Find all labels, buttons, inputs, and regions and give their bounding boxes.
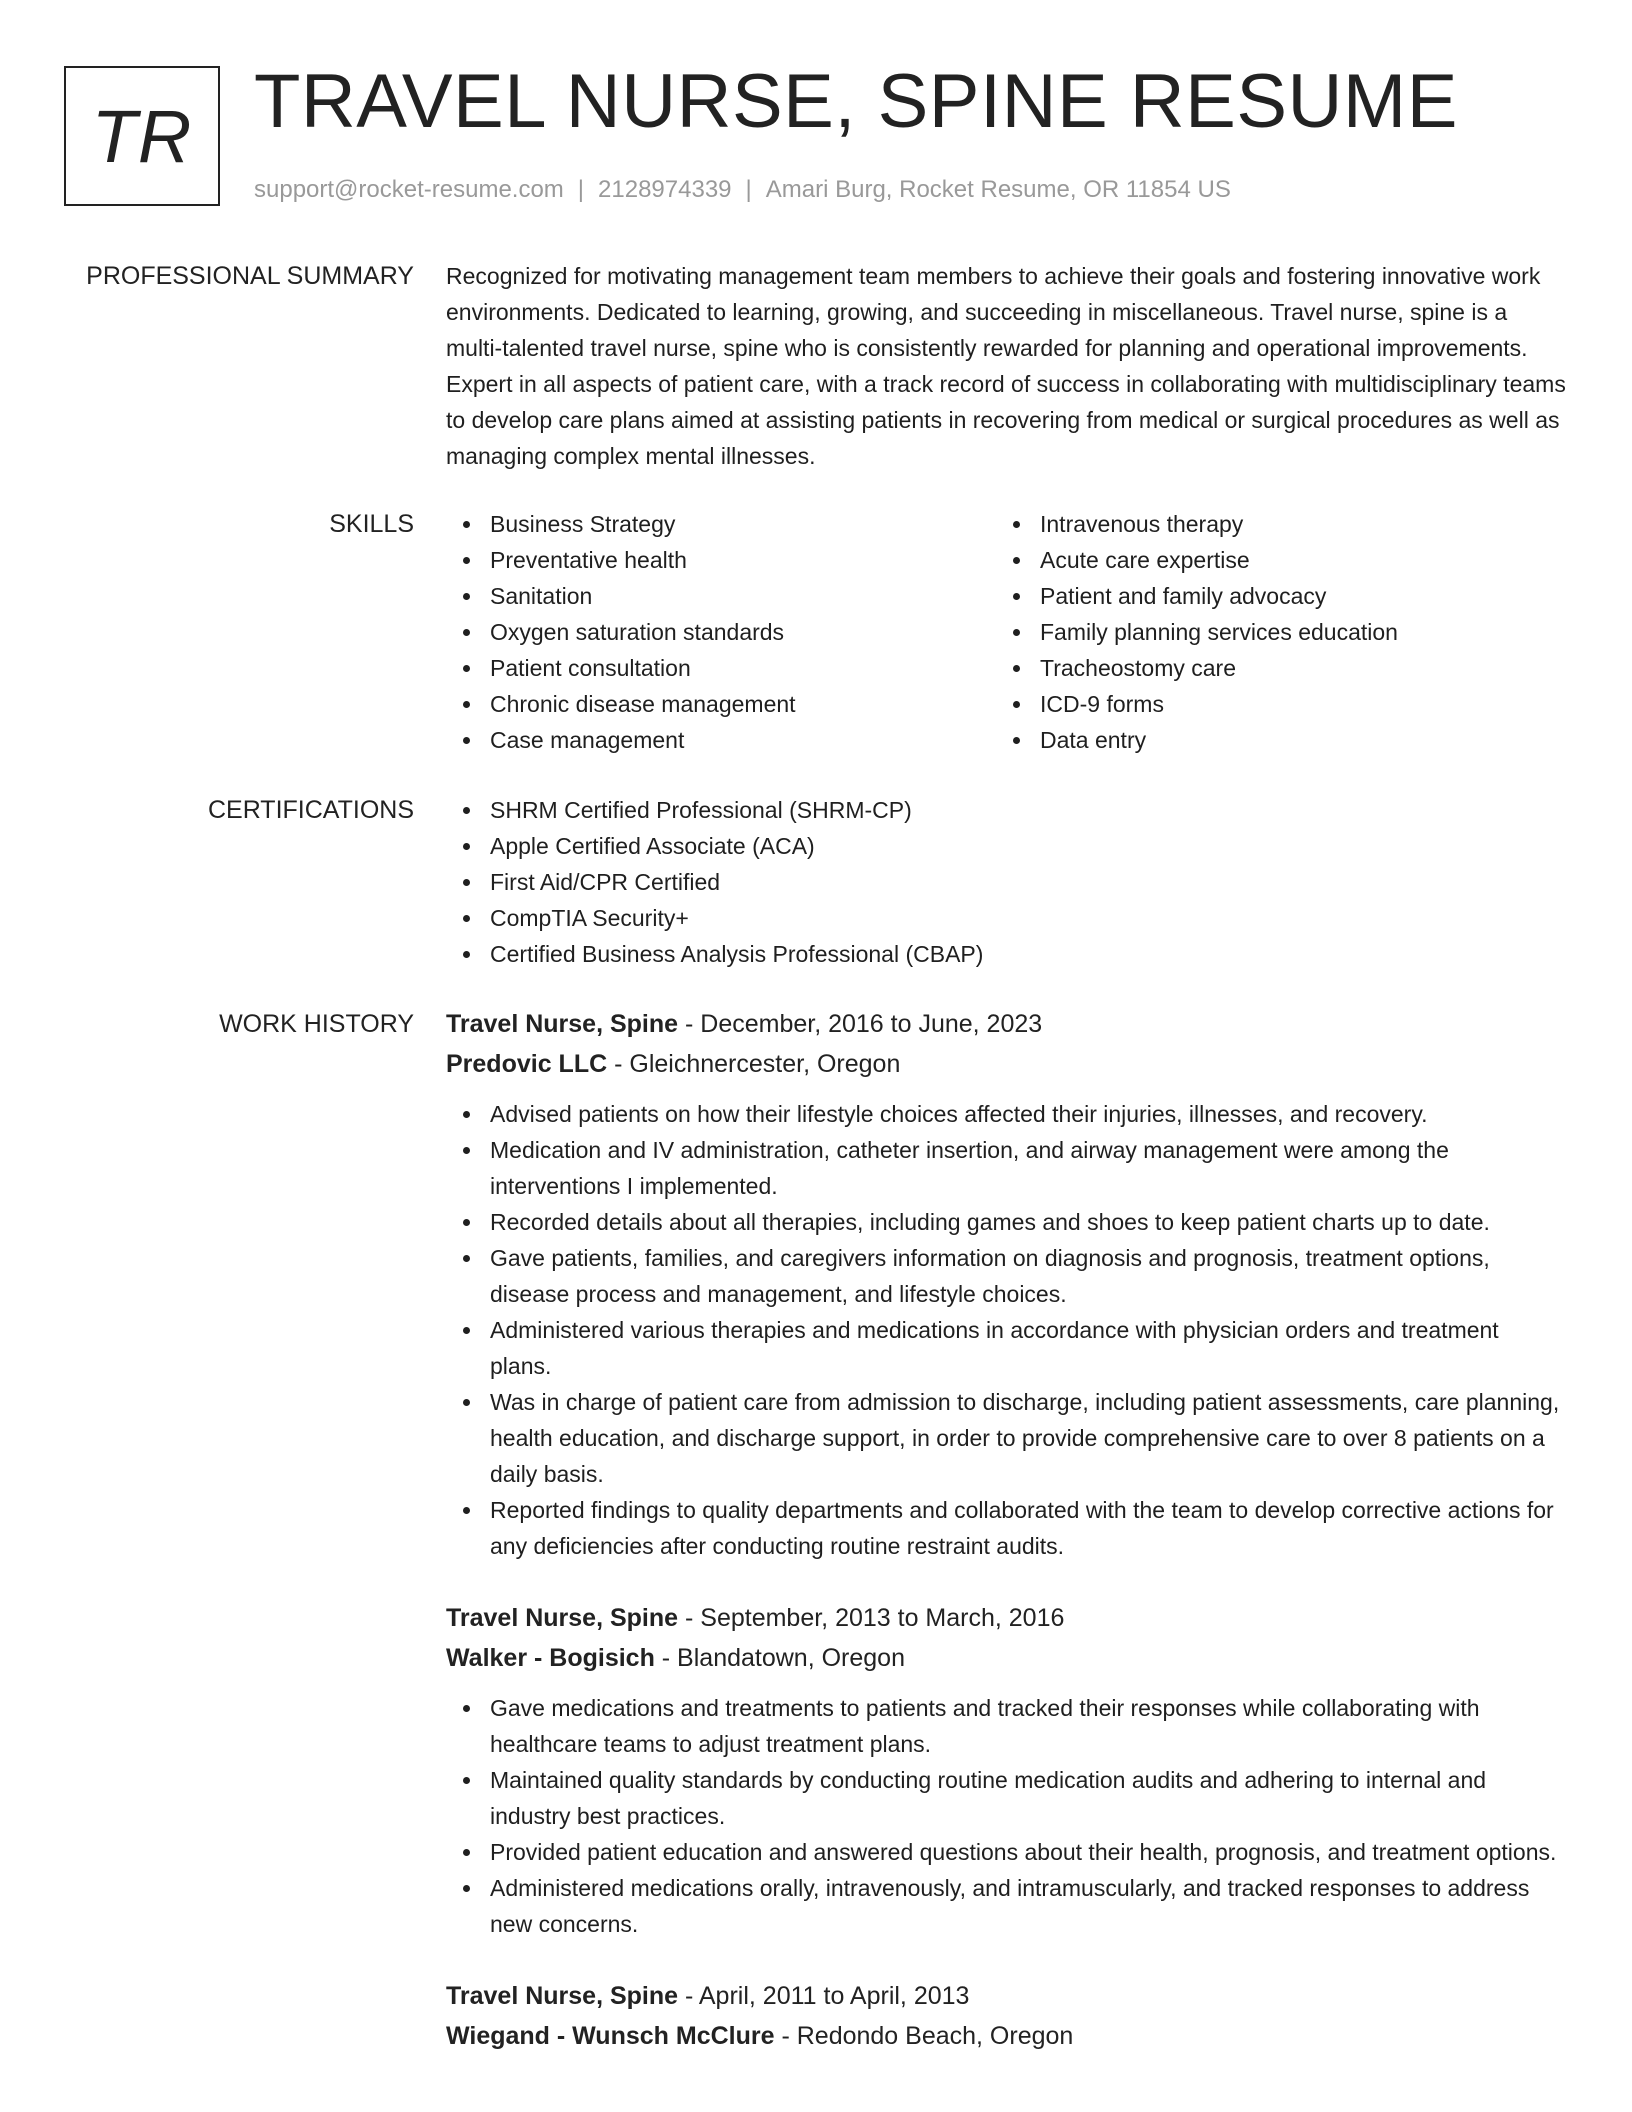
job-company: Wiegand - Wunsch McClure [446, 2022, 775, 2050]
list-item: Chronic disease management [446, 686, 996, 722]
list-item: Tracheostomy care [996, 650, 1546, 686]
list-item: ICD-9 forms [996, 686, 1546, 722]
list-item: Apple Certified Associate (ACA) [446, 828, 1566, 864]
skills-list-left [446, 506, 996, 758]
contact-address: Amari Burg, Rocket Resume, OR 11854 US [765, 176, 1231, 203]
monogram-logo: TR [64, 66, 220, 206]
list-item: Case management [446, 722, 996, 758]
skills-body [446, 506, 1566, 758]
job-company: Predovic LLC [446, 1050, 608, 1078]
job-location: - Blandatown, Oregon [654, 1644, 905, 1672]
list-item: Preventative health [446, 542, 996, 578]
job-bullets [446, 1690, 1566, 1942]
section-label-certifications: CERTIFICATIONS [207, 796, 414, 824]
job-bullets [446, 1096, 1566, 1564]
job-title: Travel Nurse, Spine [446, 1604, 679, 1632]
job-dates: - April, 2011 to April, 2013 [678, 1982, 970, 2010]
list-item: Intravenous therapy [996, 506, 1546, 542]
job-dates: - December, 2016 to June, 2023 [678, 1010, 1043, 1038]
job-location: - Redondo Beach, Oregon [774, 2022, 1074, 2050]
list-item: Reported findings to quality departments and collaborated with the team to develop corrective actions for any deficiencies after conducting routine restraint audits. [446, 1492, 1566, 1564]
contact-separator: | [745, 176, 752, 203]
contact-email: support@rocket-resume.com [254, 176, 564, 203]
summary-text: Recognized for motivating management team members to achieve their goals and fostering innovative work environments. Dedicated to learning, growing, and succeeding in miscellaneous. Travel nurse, spine is a multi-talented travel nurse, spine who is consistently rewarded for planning and operational improvements. Expert in all aspects of patient care, with a track record of success in collaborating with multidisciplinary teams to develop care plans aimed at assisting patients in recovering from medical or surgical procedures as well as managing complex mental illnesses. [446, 263, 1566, 469]
list-item: First Aid/CPR Certified [446, 864, 1566, 900]
list-item: SHRM Certified Professional (SHRM-CP) [446, 792, 1566, 828]
job-company: Walker - Bogisich [446, 1644, 655, 1672]
job-employer [446, 2016, 1566, 2056]
certifications-body [446, 792, 1566, 972]
job-heading [446, 1976, 1566, 2016]
job-entry [446, 1598, 1566, 1942]
job-title: Travel Nurse, Spine [446, 1982, 679, 2010]
list-item: Certified Business Analysis Professional (CBAP) [446, 936, 1566, 972]
list-item: Provided patient education and answered questions about their health, prognosis, and treatment options. [446, 1834, 1566, 1870]
list-item: CompTIA Security+ [446, 900, 1566, 936]
list-item: Patient consultation [446, 650, 996, 686]
job-employer [446, 1044, 1566, 1084]
list-item: Advised patients on how their lifestyle choices affected their injuries, illnesses, and recovery. [446, 1096, 1566, 1132]
job-heading [446, 1598, 1566, 1638]
skills-list-right [996, 506, 1546, 758]
job-title: Travel Nurse, Spine [446, 1010, 679, 1038]
list-item: Medication and IV administration, catheter insertion, and airway management were among the interventions I implemented. [446, 1132, 1566, 1204]
list-item: Was in charge of patient care from admission to discharge, including patient assessments, care planning, health education, and discharge support, in order to provide comprehensive care to over 8 patients on a daily basis. [446, 1384, 1566, 1492]
list-item: Oxygen saturation standards [446, 614, 996, 650]
list-item: Recorded details about all therapies, including games and shoes to keep patient charts up to date. [446, 1204, 1566, 1240]
job-entry [446, 1976, 1566, 2056]
work-history-body [446, 1004, 1566, 2090]
section-label-skills: SKILLS [329, 510, 414, 538]
contact-separator: | [577, 176, 585, 203]
list-item: Family planning services education [996, 614, 1546, 650]
list-item: Maintained quality standards by conducting routine medication audits and adhering to internal and industry best practices. [446, 1762, 1566, 1834]
certifications-list [446, 792, 1566, 972]
contact-phone: 2128974339 [598, 176, 732, 203]
list-item: Sanitation [446, 578, 996, 614]
list-item: Administered various therapies and medications in accordance with physician orders and treatment plans. [446, 1312, 1566, 1384]
resume-title: TRAVEL NURSE, SPINE RESUME [254, 59, 1458, 144]
list-item: Gave patients, families, and caregivers information on diagnosis and prognosis, treatment options, disease process and management, and lifestyle choices. [446, 1240, 1566, 1312]
job-location: - Gleichnercester, Oregon [607, 1050, 901, 1078]
list-item: Acute care expertise [996, 542, 1546, 578]
job-employer [446, 1638, 1566, 1678]
list-item: Patient and family advocacy [996, 578, 1546, 614]
list-item: Business Strategy [446, 506, 996, 542]
job-dates: - September, 2013 to March, 2016 [678, 1604, 1065, 1632]
section-label-work-history: WORK HISTORY [219, 1010, 414, 1038]
list-item: Data entry [996, 722, 1546, 758]
list-item: Administered medications orally, intravenously, and intramuscularly, and tracked responses to address new concerns. [446, 1870, 1566, 1942]
list-item: Gave medications and treatments to patients and tracked their responses while collaborating with healthcare teams to adjust treatment plans. [446, 1690, 1566, 1762]
section-label-summary: PROFESSIONAL SUMMARY [86, 262, 414, 290]
job-heading [446, 1004, 1566, 1044]
contact-line [254, 172, 1231, 208]
summary-body [446, 258, 1566, 474]
job-entry [446, 1004, 1566, 1564]
